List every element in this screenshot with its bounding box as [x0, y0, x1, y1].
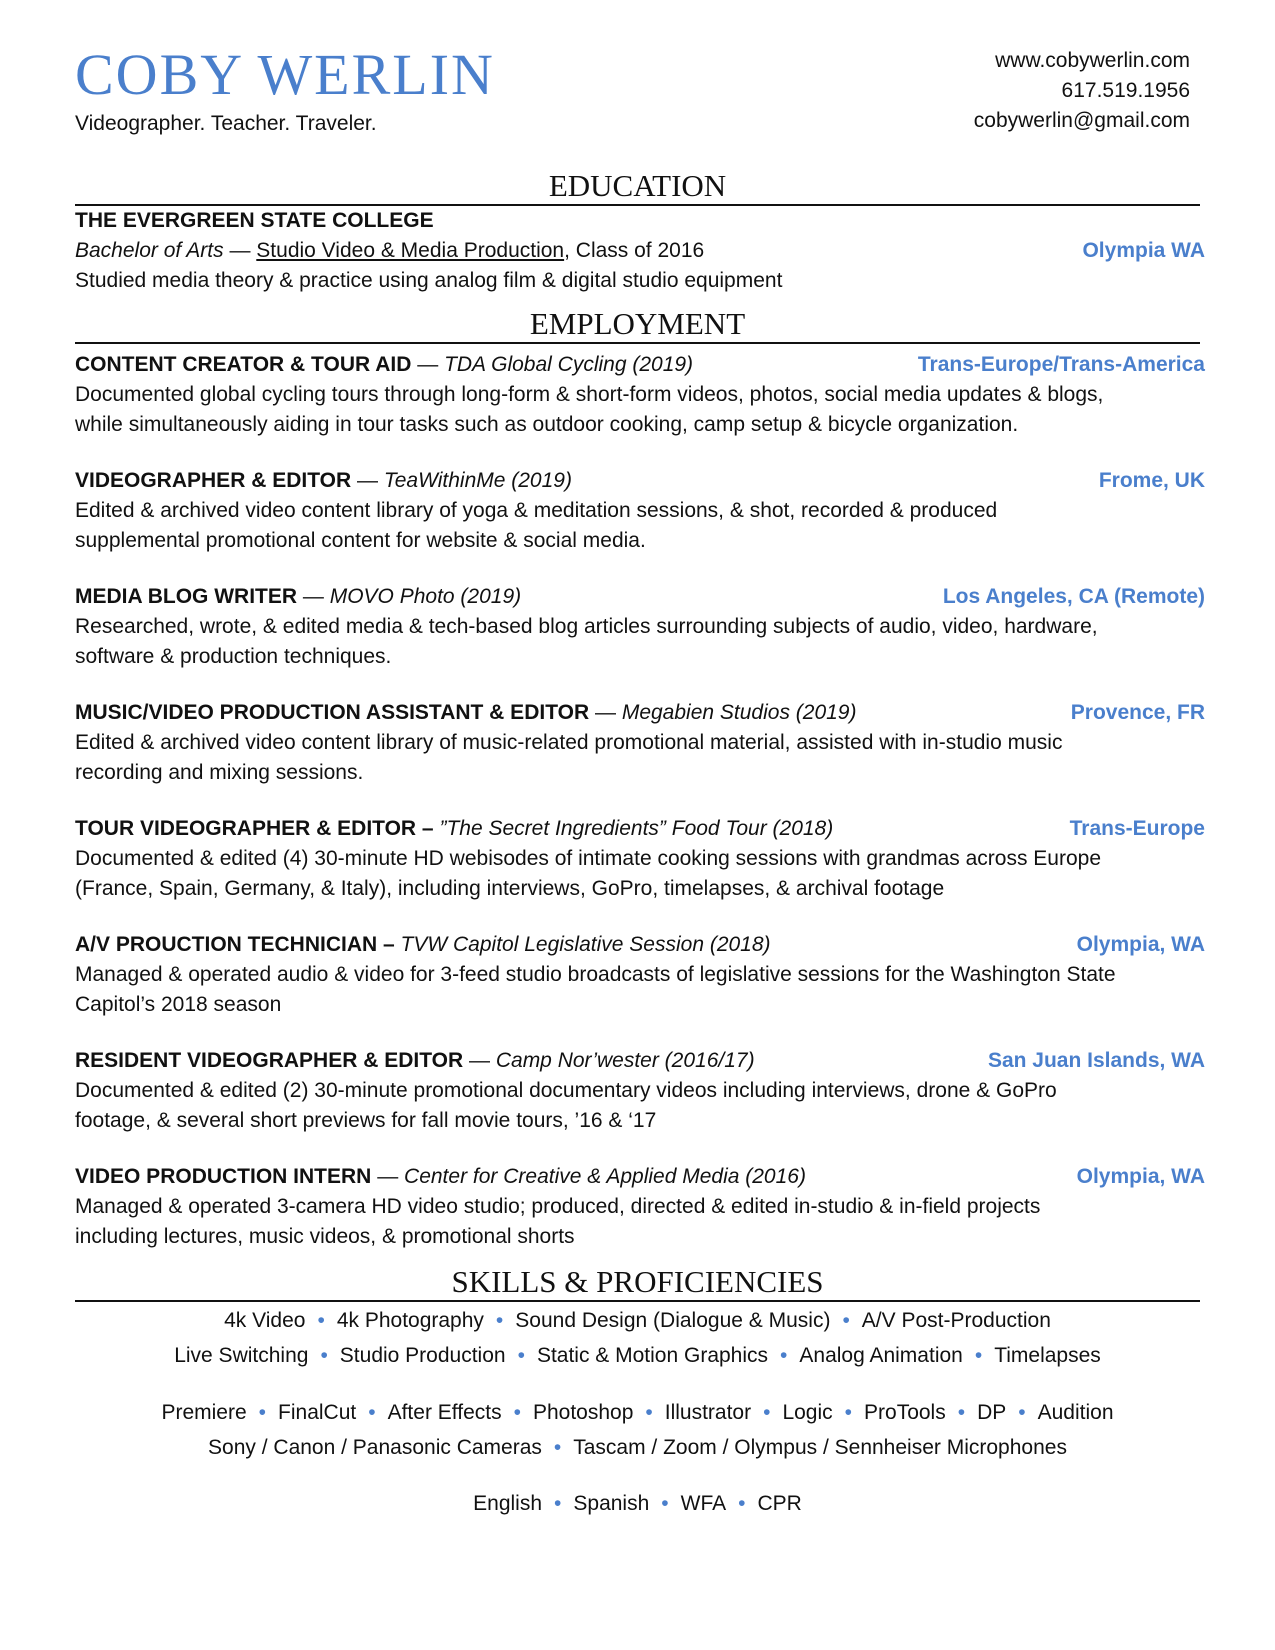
skill-item: English	[473, 1492, 543, 1515]
skill-item: Logic	[782, 1401, 833, 1424]
skill-item: After Effects	[387, 1401, 502, 1424]
job-description-line: including lectures, music videos, & promotional shorts	[75, 1225, 575, 1248]
job-organization: Center for Creative & Applied Media (2016)	[404, 1165, 806, 1188]
bullet-separator: •	[513, 1401, 521, 1424]
job-organization: TDA Global Cycling (2019)	[444, 353, 694, 376]
education-heading: EDUCATION	[75, 168, 1200, 206]
job-organization: TVW Capitol Legislative Session (2018)	[400, 933, 771, 956]
job-entry	[75, 698, 1205, 788]
skill-item: A/V Post-Production	[861, 1309, 1051, 1332]
job-description-line: Capitol’s 2018 season	[75, 993, 282, 1016]
job-location: Frome, UK	[1098, 469, 1205, 492]
job-description-line: footage, & several short previews for fall movie tours, ’16 & ‘17	[75, 1109, 657, 1132]
website-link[interactable]: www.cobywerlin.com	[995, 49, 1190, 72]
job-role: TOUR VIDEOGRAPHER & EDITOR –	[75, 817, 434, 840]
job-role: VIDEOGRAPHER & EDITOR	[75, 469, 352, 492]
job-location: Provence, FR	[1070, 701, 1205, 724]
job-header	[75, 466, 1205, 496]
email-link[interactable]: cobywerlin@gmail.com	[973, 109, 1190, 132]
skill-item: Tascam / Zoom / Olympus / Sennheiser Microphones	[573, 1436, 1067, 1459]
education-description: Studied media theory & practice using analog film & digital studio equipment	[75, 269, 783, 292]
bullet-separator: •	[517, 1344, 525, 1367]
bullet-separator: •	[554, 1492, 562, 1515]
job-description-line: Edited & archived video content library of yoga & meditation sessions, & shot, recorded & produced	[75, 499, 998, 522]
job-role: CONTENT CREATOR & TOUR AID	[75, 353, 412, 376]
skills-line	[75, 1341, 1200, 1371]
bullet-separator: •	[320, 1344, 328, 1367]
skill-item: Studio Production	[339, 1344, 506, 1367]
job-description-line: software & production techniques.	[75, 645, 392, 668]
job-location: San Juan Islands, WA	[987, 1049, 1205, 1072]
job-role: MUSIC/VIDEO PRODUCTION ASSISTANT & EDITOR	[75, 701, 590, 724]
skills-line	[75, 1398, 1200, 1428]
bullet-separator: •	[957, 1401, 966, 1424]
phone-number: 617.519.1956	[1061, 79, 1190, 102]
job-description-line: Managed & operated 3-camera HD video studio; produced, directed & edited in-studio & in-field projects	[75, 1195, 1041, 1218]
degree: Bachelor of Arts	[75, 239, 224, 262]
skill-item: 4k Photography	[336, 1309, 484, 1332]
job-entry	[75, 350, 1205, 440]
skill-item: Analog Animation	[799, 1344, 963, 1367]
job-separator: —	[411, 353, 445, 376]
skills-heading: SKILLS & PROFICIENCIES	[75, 1264, 1200, 1302]
job-entry	[75, 582, 1205, 672]
degree-line	[75, 236, 1205, 266]
job-separator: —	[589, 701, 622, 724]
education-location: Olympia WA	[1082, 239, 1205, 262]
bullet-separator: •	[553, 1436, 562, 1459]
skill-item: Timelapses	[994, 1344, 1101, 1367]
bullet-separator: •	[763, 1401, 771, 1424]
bullet-separator: •	[495, 1309, 504, 1332]
degree-separator: —	[223, 239, 257, 262]
bullet-separator: •	[844, 1401, 853, 1424]
job-location: Trans-Europe	[1069, 817, 1205, 840]
job-location: Olympia, WA	[1076, 1165, 1205, 1188]
job-separator: —	[463, 1049, 496, 1072]
major: Studio Video & Media Production	[256, 239, 565, 262]
job-header	[75, 698, 1205, 728]
job-description-line: supplemental promotional content for website & social media.	[75, 529, 646, 552]
job-role: RESIDENT VIDEOGRAPHER & EDITOR	[75, 1049, 464, 1072]
bullet-separator: •	[974, 1344, 983, 1367]
employment-heading: EMPLOYMENT	[75, 306, 1200, 344]
job-header	[75, 930, 1205, 960]
candidate-name: COBY WERLIN	[75, 42, 495, 107]
skill-item: DP	[977, 1401, 1007, 1424]
job-header	[75, 1162, 1205, 1192]
skill-item: Sound Design (Dialogue & Music)	[515, 1309, 831, 1332]
job-entry	[75, 930, 1205, 1020]
job-entry	[75, 466, 1205, 556]
job-location: Los Angeles, CA (Remote)	[942, 585, 1205, 608]
job-header	[75, 582, 1205, 612]
job-organization: Megabien Studios (2019)	[621, 701, 857, 724]
skill-item: FinalCut	[278, 1401, 357, 1424]
contact-block	[974, 46, 1190, 136]
bullet-separator: •	[661, 1492, 669, 1515]
school-name: THE EVERGREEN STATE COLLEGE	[75, 209, 434, 232]
job-description-line: Documented global cycling tours through long-form & short-form videos, photos, social media updates & blogs,	[75, 383, 1104, 406]
job-description-line: while simultaneously aiding in tour tasks such as outdoor cooking, camp setup & bicycle organization.	[75, 413, 1019, 436]
skill-item: Spanish	[573, 1492, 650, 1515]
job-description-line: Documented & edited (4) 30-minute HD webisodes of intimate cooking sessions with grandmas across Europe	[75, 847, 1102, 870]
skills-line	[75, 1433, 1200, 1463]
skill-item: ProTools	[864, 1401, 946, 1424]
job-description-line: recording and mixing sessions.	[75, 761, 364, 784]
job-entry	[75, 1046, 1205, 1136]
bullet-separator: •	[1018, 1401, 1026, 1424]
bullet-separator: •	[738, 1492, 746, 1515]
tagline: Videographer. Teacher. Traveler.	[75, 112, 377, 135]
bullet-separator: •	[368, 1401, 376, 1424]
job-separator: —	[351, 469, 384, 492]
skill-item: Sony / Canon / Panasonic Cameras	[208, 1436, 542, 1459]
bullet-separator: •	[842, 1309, 850, 1332]
job-location: Trans-Europe/Trans-America	[917, 353, 1205, 376]
bullet-separator: •	[317, 1309, 325, 1332]
job-organization: ”The Secret Ingredients” Food Tour (2018)	[439, 817, 834, 840]
job-description-line: Documented & edited (2) 30-minute promotional documentary videos including interviews, drone & GoPro	[75, 1079, 1057, 1102]
skill-item: Static & Motion Graphics	[536, 1344, 769, 1367]
job-role: A/V PROUCTION TECHNICIAN –	[75, 933, 395, 956]
job-header	[75, 350, 1205, 380]
job-organization: MOVO Photo (2019)	[329, 585, 522, 608]
job-description-line: Researched, wrote, & edited media & tech-based blog articles surrounding subjects of audio, video, hardware,	[75, 615, 1098, 638]
education-entry	[75, 206, 1205, 296]
bullet-separator: •	[258, 1401, 267, 1424]
job-description-line: Managed & operated audio & video for 3-feed studio broadcasts of legislative sessions for the Washington State	[75, 963, 1116, 986]
skill-item: Audition	[1037, 1401, 1114, 1424]
job-header	[75, 1046, 1205, 1076]
job-location: Olympia, WA	[1076, 933, 1205, 956]
skill-item: Live Switching	[174, 1344, 309, 1367]
job-description-line: Edited & archived video content library of music-related promotional material, assisted with in-studio music	[75, 731, 1063, 754]
skills-line	[75, 1306, 1200, 1336]
skill-item: CPR	[757, 1492, 802, 1515]
job-header	[75, 814, 1205, 844]
job-organization: Camp Nor’wester (2016/17)	[495, 1049, 755, 1072]
bullet-separator: •	[645, 1401, 653, 1424]
skill-item: Illustrator	[664, 1401, 752, 1424]
job-role: VIDEO PRODUCTION INTERN	[75, 1165, 372, 1188]
job-entry	[75, 1162, 1205, 1252]
skills-line	[75, 1489, 1200, 1519]
job-role: MEDIA BLOG WRITER	[75, 585, 298, 608]
job-entry	[75, 814, 1205, 904]
class-year: , Class of 2016	[564, 239, 705, 262]
job-description-line: (France, Spain, Germany, & Italy), including interviews, GoPro, timelapses, & archival footage	[75, 877, 945, 900]
skill-item: Premiere	[161, 1401, 247, 1424]
job-separator: —	[297, 585, 330, 608]
skill-item: 4k Video	[224, 1309, 306, 1332]
skill-item: Photoshop	[532, 1401, 634, 1424]
skill-item: WFA	[680, 1492, 727, 1515]
job-organization: TeaWithinMe (2019)	[383, 469, 572, 492]
job-separator: —	[371, 1165, 405, 1188]
bullet-separator: •	[780, 1344, 788, 1367]
